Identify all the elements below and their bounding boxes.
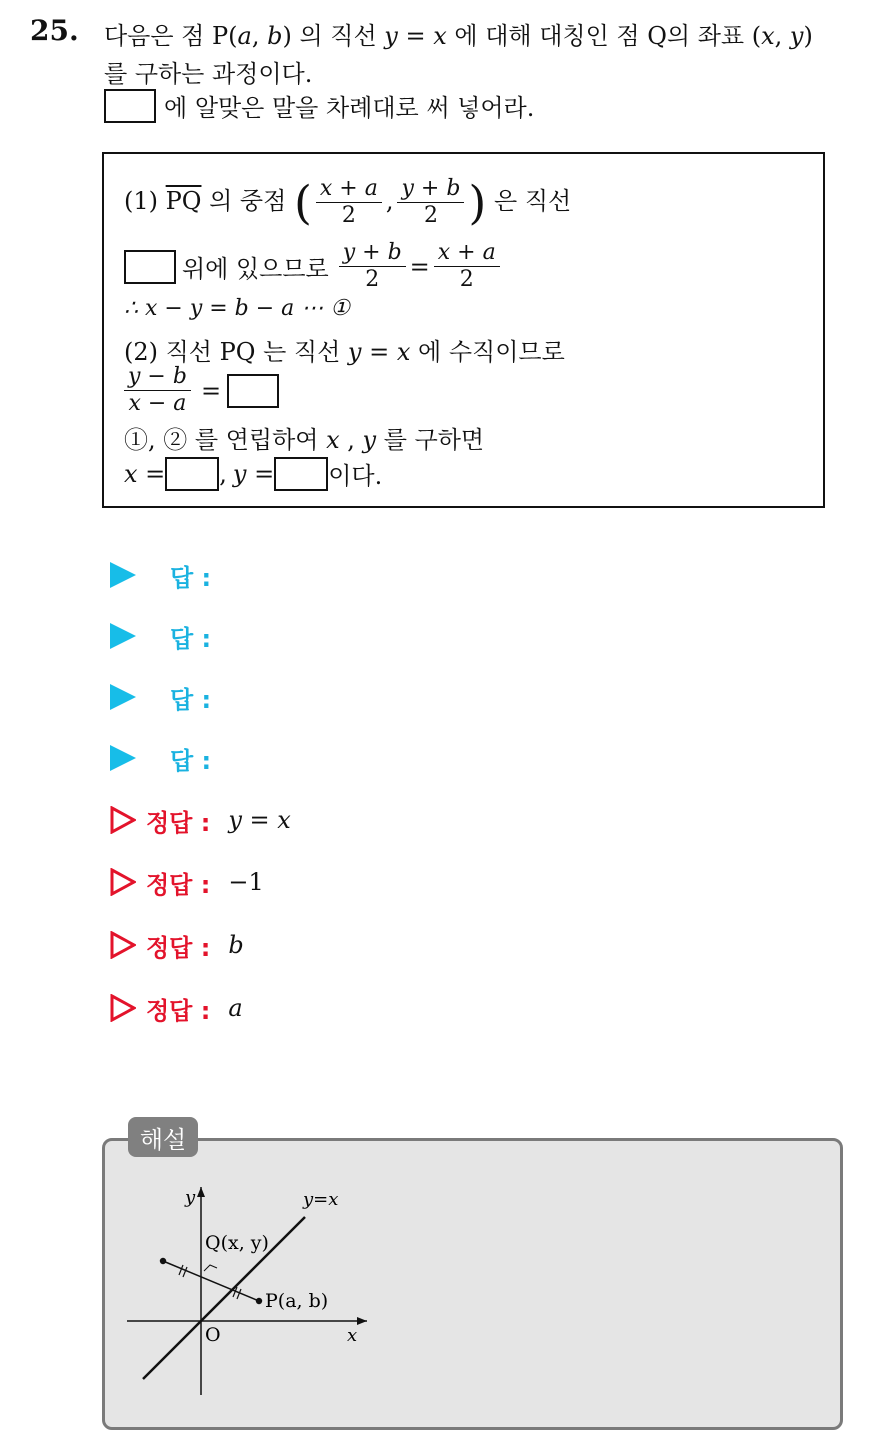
play-triangle-icon bbox=[110, 745, 136, 771]
blank-box-sample bbox=[104, 89, 156, 123]
right-angle-mark bbox=[204, 1265, 217, 1271]
solution-tag: 해설 bbox=[128, 1117, 198, 1157]
question-text: ) 의 직선 bbox=[282, 22, 377, 50]
blank-box-1[interactable] bbox=[124, 250, 176, 284]
process-box bbox=[102, 152, 825, 508]
var-y: y bbox=[789, 22, 804, 50]
process-text: 의 중점 bbox=[209, 187, 287, 215]
comma: , bbox=[219, 459, 227, 488]
x-equals: x = bbox=[124, 459, 166, 488]
numerator: y + b bbox=[339, 240, 406, 267]
segment-pq: $\overline{PQ}$ bbox=[165, 187, 202, 215]
denominator: 2 bbox=[341, 203, 356, 228]
fraction bbox=[316, 176, 382, 229]
x-axis-label: x bbox=[347, 1325, 358, 1346]
var-a: a bbox=[237, 22, 252, 50]
numerator: x + a bbox=[434, 240, 500, 267]
point-p bbox=[256, 1298, 262, 1304]
var-x: x bbox=[761, 22, 775, 50]
outline-triangle-icon bbox=[110, 806, 136, 834]
denominator: 2 bbox=[423, 203, 438, 228]
answer-label: 답 : bbox=[170, 746, 212, 775]
left-paren: ( bbox=[293, 175, 312, 230]
correct-value: y = x bbox=[228, 806, 291, 834]
process-line-5 bbox=[124, 364, 279, 417]
blank-box-4[interactable] bbox=[274, 457, 328, 491]
point-q bbox=[160, 1258, 166, 1264]
play-triangle-icon bbox=[110, 562, 136, 588]
question-line-1: 다음은 점 P(a, b) 의 직선 y = x 에 대해 대칭인 점 Q의 좌표 (x, y) bbox=[104, 22, 813, 50]
equation-y-equals-x: y = x bbox=[347, 338, 411, 366]
correct-label: 정답 : bbox=[146, 870, 211, 899]
process-text: 에 수직이므로 bbox=[418, 338, 565, 366]
question-line-3 bbox=[104, 88, 534, 123]
numerator: y + b bbox=[397, 176, 464, 203]
question-line-2: 를 구하는 과정이다. bbox=[104, 60, 313, 88]
outline-triangle-icon bbox=[110, 868, 136, 896]
question-text: 에 대해 대칭인 점 Q의 좌표 ( bbox=[454, 22, 762, 50]
answer-row[interactable] bbox=[110, 555, 211, 595]
answer-row[interactable] bbox=[110, 616, 211, 656]
correct-value: −1 bbox=[228, 868, 264, 896]
answer-label: 답 : bbox=[170, 563, 212, 592]
answer-label: 답 : bbox=[170, 685, 212, 714]
correct-value: a bbox=[228, 994, 243, 1022]
question-number: 25. bbox=[30, 14, 79, 47]
outline-triangle-icon bbox=[110, 931, 136, 959]
answer-label: 답 : bbox=[170, 624, 212, 653]
correct-answer-row bbox=[110, 988, 243, 1028]
play-triangle-icon bbox=[110, 684, 136, 710]
process-text: 은 직선 bbox=[494, 187, 572, 215]
segment-qp bbox=[163, 1261, 259, 1301]
numerator: y − b bbox=[124, 364, 191, 391]
process-text: 이다. bbox=[328, 462, 383, 490]
equals-sign: = bbox=[200, 376, 222, 405]
blank-box-2[interactable] bbox=[227, 374, 279, 408]
process-text: 위에 있으므로 bbox=[182, 255, 329, 283]
process-line-7 bbox=[124, 456, 382, 491]
fraction bbox=[434, 240, 500, 293]
y-axis-label: y bbox=[185, 1187, 196, 1208]
close-paren: ) bbox=[803, 22, 813, 50]
comma: , bbox=[347, 426, 355, 454]
equals-sign: = bbox=[409, 252, 430, 281]
y-axis-arrow bbox=[197, 1187, 205, 1197]
process-line-6 bbox=[124, 420, 484, 455]
process-line-4 bbox=[124, 332, 565, 367]
answer-row[interactable] bbox=[110, 738, 211, 778]
equation-y-equals-x: y = x bbox=[384, 22, 447, 50]
correct-value: b bbox=[228, 931, 244, 959]
line-label: y=x bbox=[303, 1189, 339, 1210]
denominator: 2 bbox=[459, 267, 474, 292]
correct-answer-row bbox=[110, 925, 244, 965]
process-text: ①, ② 를 연립하여 bbox=[124, 426, 319, 454]
process-line-2 bbox=[124, 240, 504, 293]
question-text: 다음은 점 P( bbox=[104, 22, 238, 50]
var-x: x bbox=[326, 426, 340, 454]
solution-panel bbox=[102, 1138, 843, 1430]
x-axis-arrow bbox=[357, 1317, 367, 1325]
fraction bbox=[397, 176, 464, 229]
denominator: 2 bbox=[365, 267, 380, 292]
answer-row[interactable] bbox=[110, 677, 211, 717]
slope-fraction bbox=[124, 364, 191, 417]
var-b: b bbox=[267, 22, 283, 50]
equal-tick bbox=[183, 1267, 187, 1277]
process-line-1: (1) $\overline{PQ}$ 의 중점 ( $\frac{x + a}{2}$ , $\frac{y + b}{2}$ ) 은 직선 bbox=[124, 175, 572, 230]
outline-triangle-icon bbox=[110, 994, 136, 1022]
question-text: 에 알맞은 말을 차례대로 써 넣어라. bbox=[164, 94, 535, 122]
play-triangle-icon bbox=[110, 623, 136, 649]
p-label: P(a, b) bbox=[265, 1290, 329, 1312]
denominator: x − a bbox=[128, 391, 187, 416]
blank-box-3[interactable] bbox=[165, 457, 219, 491]
process-line-3: ∴ x − y = b − a ⋯ ① bbox=[124, 296, 350, 321]
correct-label: 정답 : bbox=[146, 808, 211, 837]
q-label: Q(x, y) bbox=[205, 1232, 269, 1254]
var-y: y bbox=[362, 426, 377, 454]
correct-label: 정답 : bbox=[146, 996, 211, 1025]
equal-tick bbox=[179, 1265, 183, 1275]
numerator: x + a bbox=[316, 176, 382, 203]
y-equals: y = bbox=[232, 459, 275, 488]
origin-label: O bbox=[205, 1324, 221, 1346]
fraction bbox=[339, 240, 406, 293]
process-text: 를 구하면 bbox=[383, 426, 485, 454]
comma: , bbox=[251, 22, 268, 50]
correct-label: 정답 : bbox=[146, 933, 211, 962]
reflection-diagram bbox=[121, 1181, 421, 1421]
process-text: (2) 직선 PQ 는 직선 bbox=[124, 338, 341, 366]
right-paren: ) bbox=[468, 175, 487, 230]
correct-answer-row bbox=[110, 862, 264, 902]
step-number: (1) bbox=[124, 187, 158, 215]
correct-answer-row bbox=[110, 800, 291, 840]
